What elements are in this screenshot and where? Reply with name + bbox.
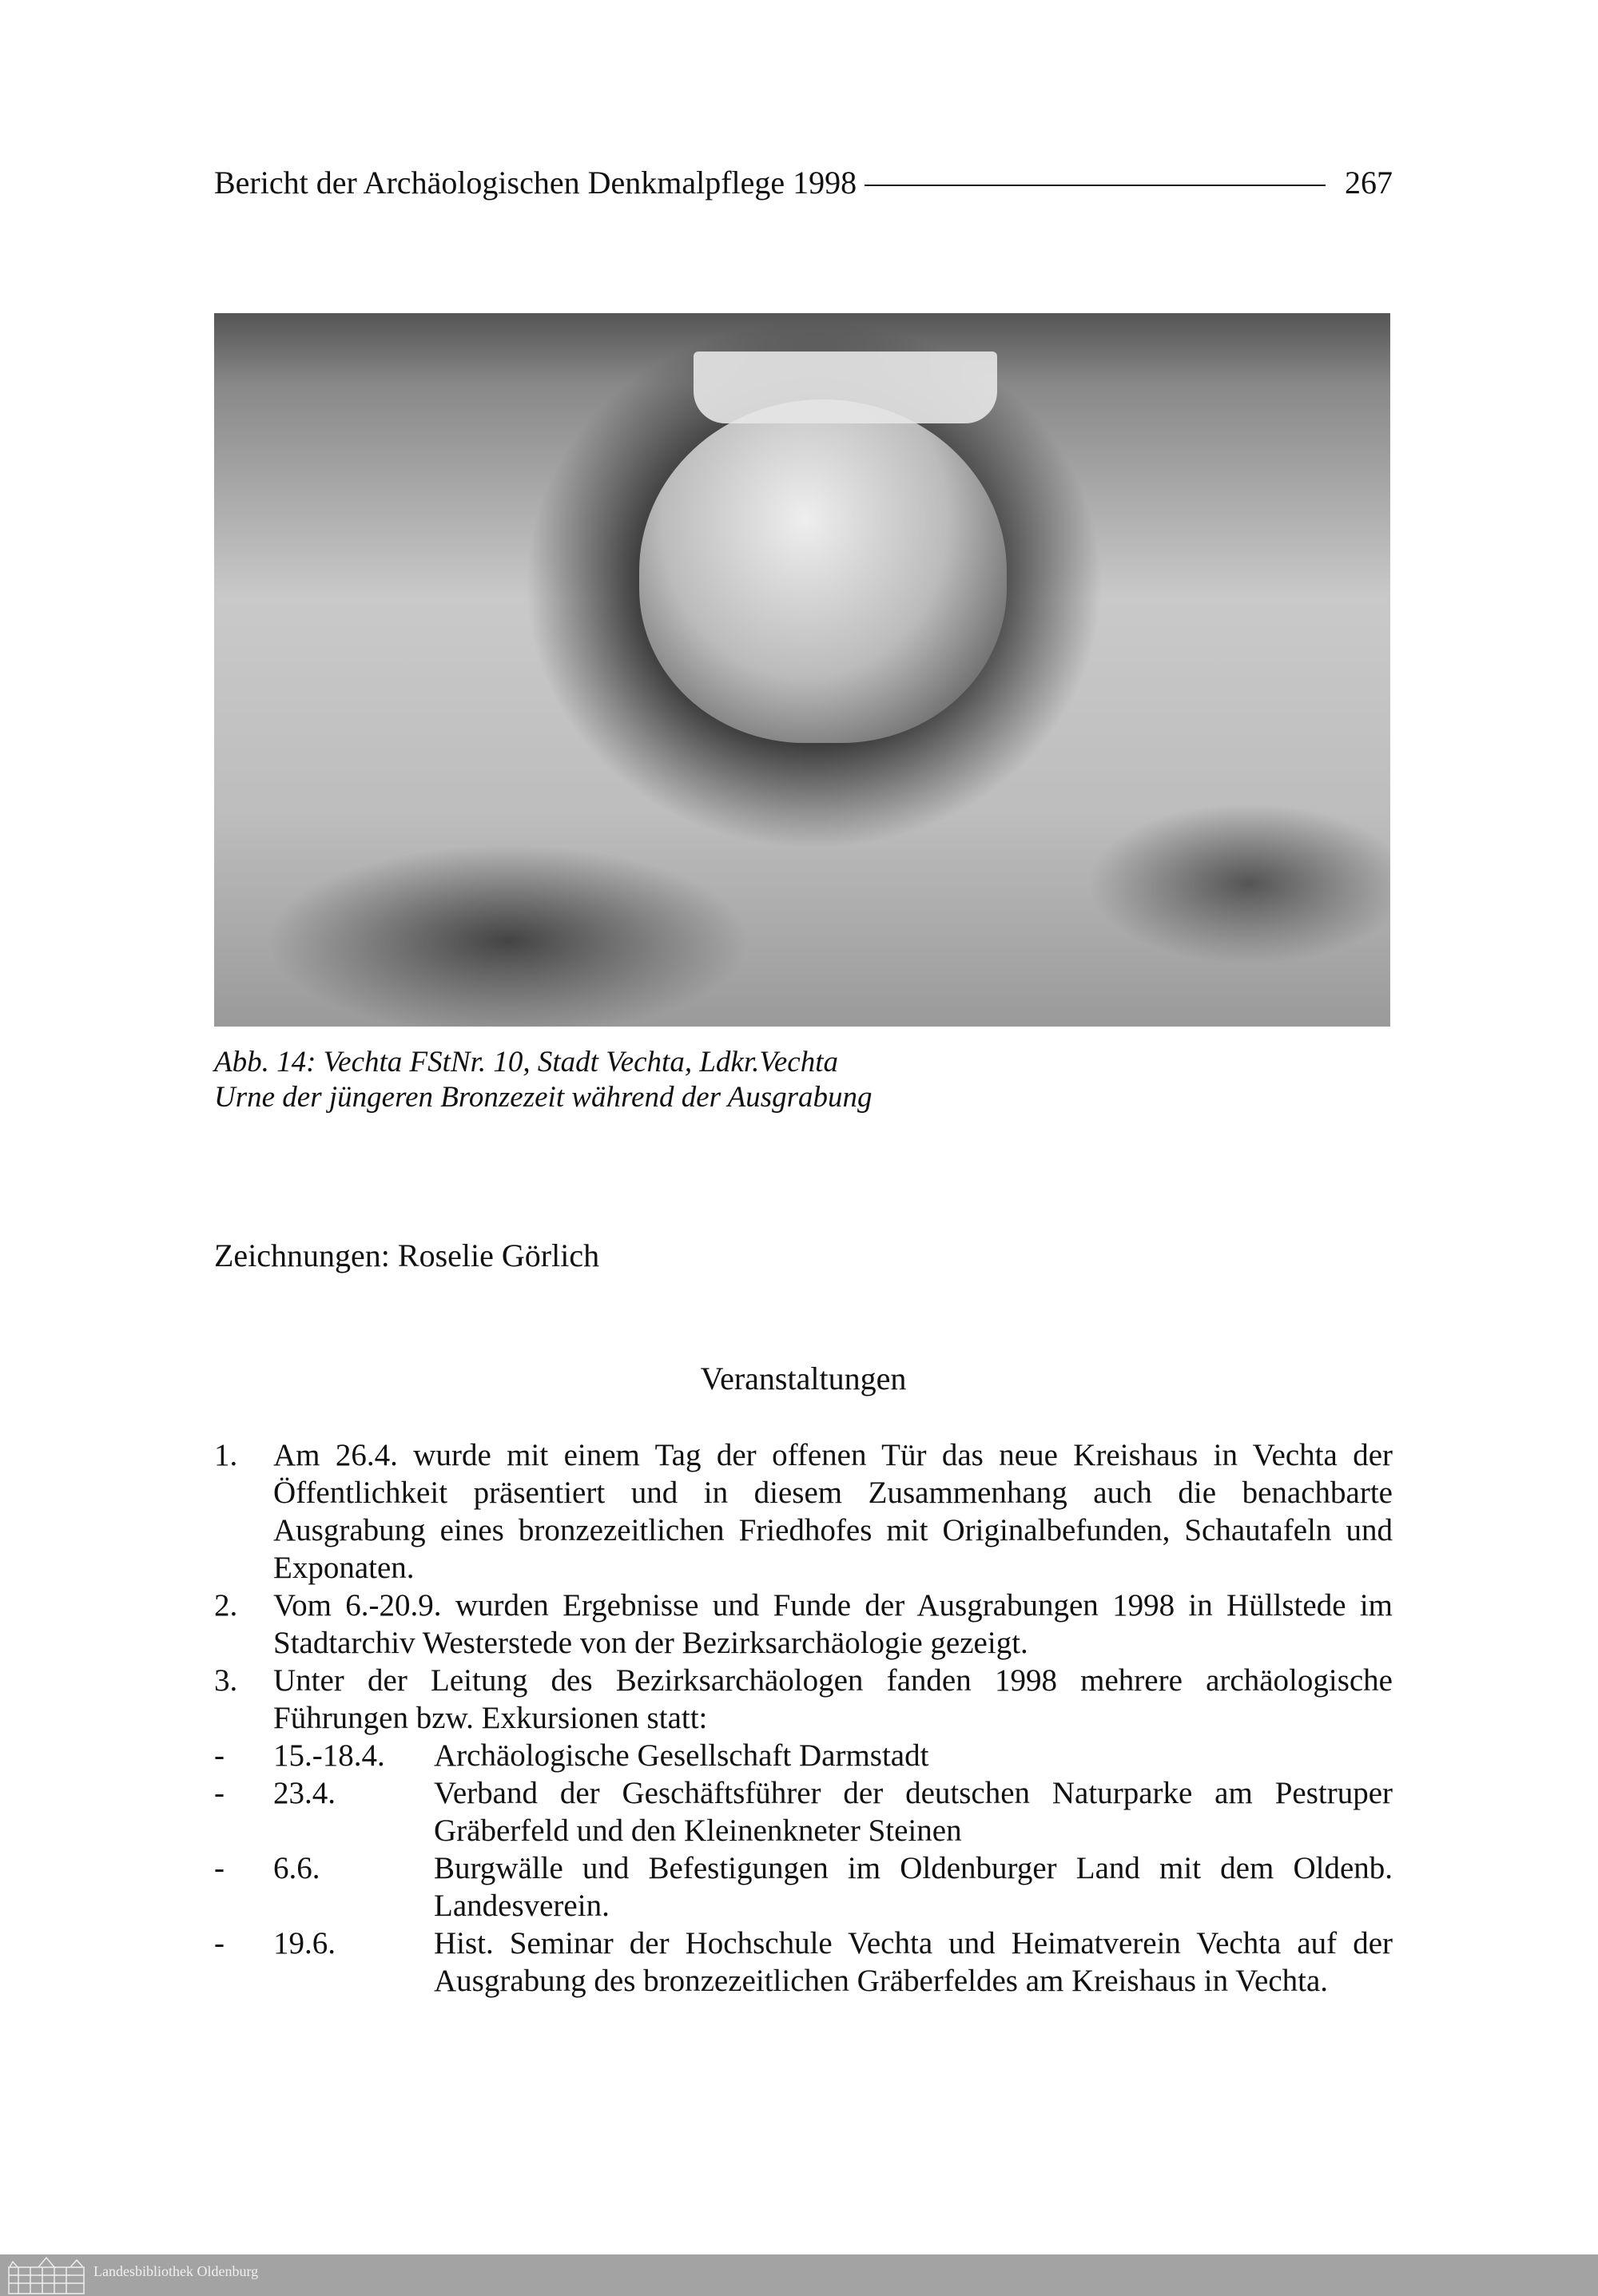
sub-item-text: Burgwälle und Befestigungen im Oldenburger Land mit dem Oldenb. Landesverein. (434, 1851, 1393, 1923)
item-number: 3. (214, 1663, 238, 1698)
library-name: Landesbibliothek Oldenburg (93, 2263, 259, 2279)
sub-item (214, 1737, 1393, 1774)
list-item (214, 1662, 1393, 1737)
item-text: Vom 6.-20.9. wurden Ergebnisse und Funde der Ausgrabungen 1998 in Hüllstede im Stadtarchiv Westerstede von der Bezirksarchäologie gezeigt. (273, 1588, 1393, 1660)
urn-body (639, 399, 1007, 743)
events-list (214, 1436, 1393, 2000)
library-building-logo-icon (6, 2256, 86, 2294)
item-number: 2. (214, 1588, 238, 1623)
header-title: Bericht der Archäologischen Denkmalpflege 1998 (214, 165, 857, 201)
sub-item (214, 1849, 1393, 1925)
sub-item-text: Archäologische Gesellschaft Darmstadt (434, 1738, 929, 1773)
bullet: - (214, 1776, 225, 1810)
sub-item-text: Verband der Geschäftsführer der deutschen Naturparke am Pestruper Gräberfeld und den Kleinenkneter Steinen (434, 1776, 1393, 1848)
sub-item (214, 1925, 1393, 2000)
sub-item-date: 19.6. (273, 1926, 336, 1960)
bullet: - (214, 1738, 225, 1773)
page-number: 267 (1345, 165, 1393, 201)
item-text: Am 26.4. wurde mit einem Tag der offenen Tür das neue Kreishaus in Vechta der Öffentlichkeit präsentiert und in diesem Zusammenhang auch die benachbarte Ausgrabung eines bronzezeitlichen Friedhofes mit Originalbefunden, Schautafeln und Exponaten. (273, 1438, 1393, 1585)
sub-item (214, 1774, 1393, 1849)
sub-item-text: Hist. Seminar der Hochschule Vechta und Heimatverein Vechta auf der Ausgrabung des bronzezeitlichen Gräberfeldes am Kreishaus in Vechta. (434, 1926, 1393, 1998)
caption-line-2: Urne der jüngeren Bronzezeit während der Ausgrabung (214, 1081, 873, 1114)
item-number: 1. (214, 1438, 238, 1472)
drawings-credit: Zeichnungen: Roselie Görlich (214, 1237, 600, 1273)
section-title: Veranstaltungen (700, 1361, 907, 1396)
sub-item-date: 6.6. (273, 1851, 320, 1885)
sub-item-date: 15.-18.4. (273, 1738, 385, 1773)
item-text: Unter der Leitung des Bezirksarchäologen fanden 1998 mehrere archäologische Führungen bzw. Exkursionen statt: (273, 1663, 1393, 1735)
figure-caption (214, 1045, 873, 1115)
running-header (214, 164, 1393, 201)
caption-line-1: Abb. 14: Vechta FStNr. 10, Stadt Vechta, Ldkr.Vechta (214, 1046, 839, 1078)
list-item (214, 1436, 1393, 1587)
sub-item-date: 23.4. (273, 1776, 336, 1810)
urn-rim (694, 352, 997, 423)
header-rule (865, 185, 1326, 186)
bullet: - (214, 1926, 225, 1960)
list-item (214, 1587, 1393, 1662)
bullet: - (214, 1851, 225, 1885)
